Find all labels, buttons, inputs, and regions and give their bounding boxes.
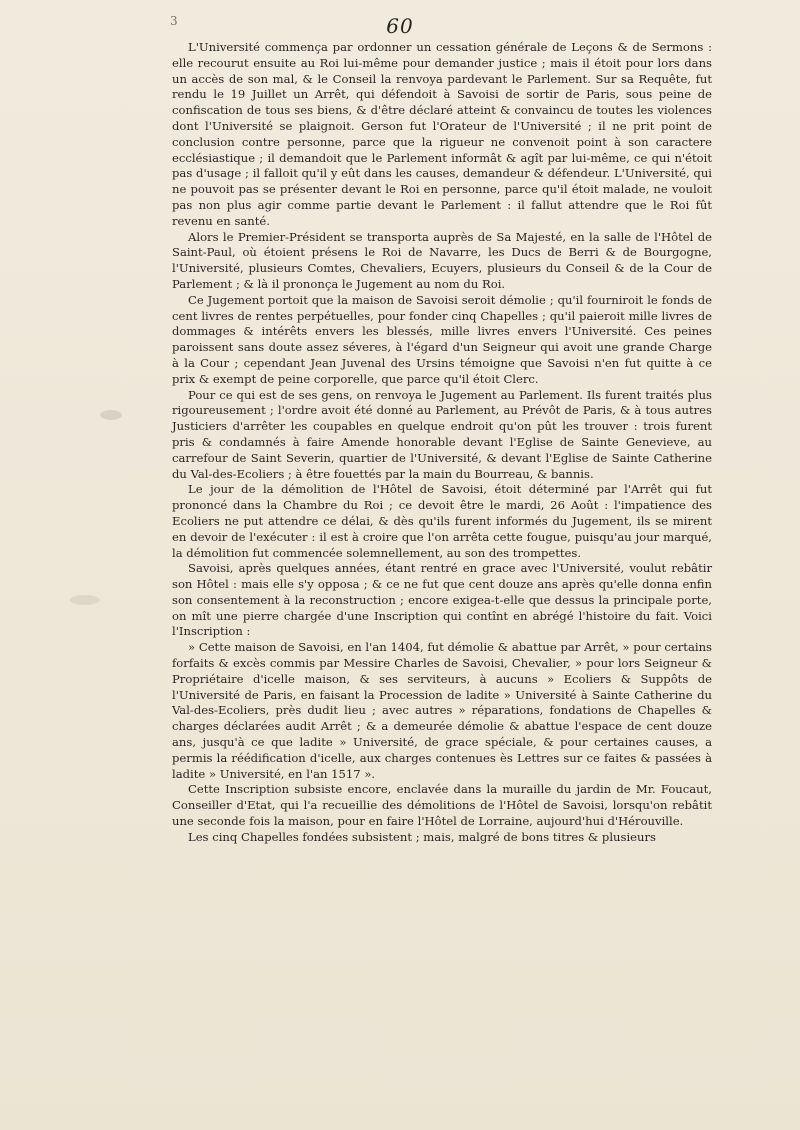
page-number: 60 xyxy=(386,14,414,38)
paragraph: Le jour de la démolition de l'Hôtel de Savoisi, étoit déterminé par l'Arrêt qui fut prononcé dans la Chambre du Roi ; ce devoit être le mardi, 26 Août : l'impatience des Ecoliers ne put attendre ce délai, & dès qu'ils furent informés du Jugement, ils se mirent en devoir de l'exécuter : il est à croire que l'on arrêta cette fougue, puisqu'au jour marqué, la démolition fut commencée solemnellement, au son des trompettes. xyxy=(172,482,712,560)
paragraph: Alors le Premier-Président se transporta auprès de Sa Majesté, en la salle de l'Hôtel de Saint-Paul, où étoient présens le Roi de Navarre, les Ducs de Berri & de Bourgogne, l'Université, plusieurs Comtes, Chevaliers, Ecuyers, plusieurs du Conseil & de la Cour de Parlement ; & là il prononça le Jugement au nom du Roi. xyxy=(172,229,712,291)
text-body xyxy=(172,40,712,846)
ink-stain xyxy=(100,410,122,420)
corner-mark: 3 xyxy=(170,14,178,28)
paragraph: Ce Jugement portoit que la maison de Savoisi seroit démolie ; qu'il fourniroit le fonds de cent livres de rentes perpétuelles, pour fonder cinq Chapelles ; qu'il paieroit mille livres de dommages & intérêts envers les blessés, mille livres envers l'Université. Ces peines paroissent sans doute assez séveres, à l'égard d'un Seigneur qui avoit une grande Charge à la Cour ; cependant Jean Juvenal des Ursins témoigne que Savoisi n'en fut quitte à ce prix & exempt de peine corporelle, que parce qu'il étoit Clerc. xyxy=(172,292,712,386)
inscription-quote: » Cette maison de Savoisi, en l'an 1404, fut démolie & abattue par Arrêt, » pour certains forfaits & excès commis par Messire Charles de Savoisi, Chevalier, » pour lors Seigneur & Propriétaire d'icelle maison, & ses serviteurs, à aucuns » Ecoliers & Suppôts de l'Université de Paris, en faisant la Procession de ladite » Université à Sainte Catherine du Val-des-Ecoliers, près dudit lieu ; avec autres » réparations, fondations de Chapelles & charges déclarées audit Arrêt ; & a demeurée démolie & abattue l'espace de cent douze ans, jusqu'à ce que ladite » Université, de grace spéciale, & pour certaines causes, a permis la réédification d'icelle, aux charges contenues ès Lettres sur ce faites & passées à ladite » Université, en l'an 1517 ». xyxy=(172,640,712,781)
paragraph: L'Université commença par ordonner un cessation générale de Leçons & de Sermons : elle recourut ensuite au Roi lui-même pour demander justice ; mais il étoit pour lors dans un accès de son mal, & le Conseil la renvoya pardevant le Parlement. Sur sa Requête, fut rendu le 19 Juillet un Arrêt, qui défendoit à Savoisi de sortir de Paris, sous peine de confiscation de tous ses biens, & d'être déclaré atteint & convaincu de toutes les violences dont l'Université se plaignoit. Gerson fut l'Orateur de l'Université ; il ne prit point de conclusion contre personne, parce que la rigueur ne convenoit point à son caractere ecclésiastique ; il demandoit que le Parlement informât & agît par lui-même, ce qui n'étoit pas d'usage ; il falloit qu'il y eût dans les causes, demandeur & défendeur. L'Université, qui ne pouvoit pas se présenter devant le Roi en personne, parce qu'il étoit malade, ne vouloit pas non plus agir comme partie devant le Parlement : il fallut attendre que le Roi fût revenu en santé. xyxy=(172,40,712,228)
ink-stain xyxy=(70,595,100,605)
paragraph: Savoisi, après quelques années, étant rentré en grace avec l'Université, voulut rebâtir son Hôtel : mais elle s'y opposa ; & ce ne fut que cent douze ans après qu'elle donna enfin son consentement à la reconstruction ; encore exigea-t-elle que dessus la principale porte, on mît une pierre chargée d'une Inscription qui contînt en abrégé l'histoire du fait. Voici l'Inscription : xyxy=(172,561,712,639)
paragraph: Pour ce qui est de ses gens, on renvoya le Jugement au Parlement. Ils furent traités plus rigoureusement ; l'ordre avoit été donné au Parlement, au Prévôt de Paris, & à tous autres Justiciers d'arrêter les coupables en quelque endroit qu'on pût les trouver : trois furent pris & condamnés à faire Amende honorable devant l'Eglise de Sainte Genevieve, au carrefour de Saint Severin, quartier de l'Université, & devant l'Eglise de Sainte Catherine du Val-des-Ecoliers ; à être fouettés par la main du Bourreau, & bannis. xyxy=(172,387,712,481)
paragraph: Les cinq Chapelles fondées subsistent ; mais, malgré de bons titres & plusieurs xyxy=(188,829,656,844)
paragraph: Cette Inscription subsiste encore, enclavée dans la muraille du jardin de Mr. Foucaut, Conseiller d'Etat, qui l'a recueillie des démolitions de l'Hôtel de Savoisi, lorsqu'on rebâtit une seconde fois la maison, pour en faire l'Hôtel de Lorraine, aujourd'hui d'Hérouville. xyxy=(172,782,712,829)
